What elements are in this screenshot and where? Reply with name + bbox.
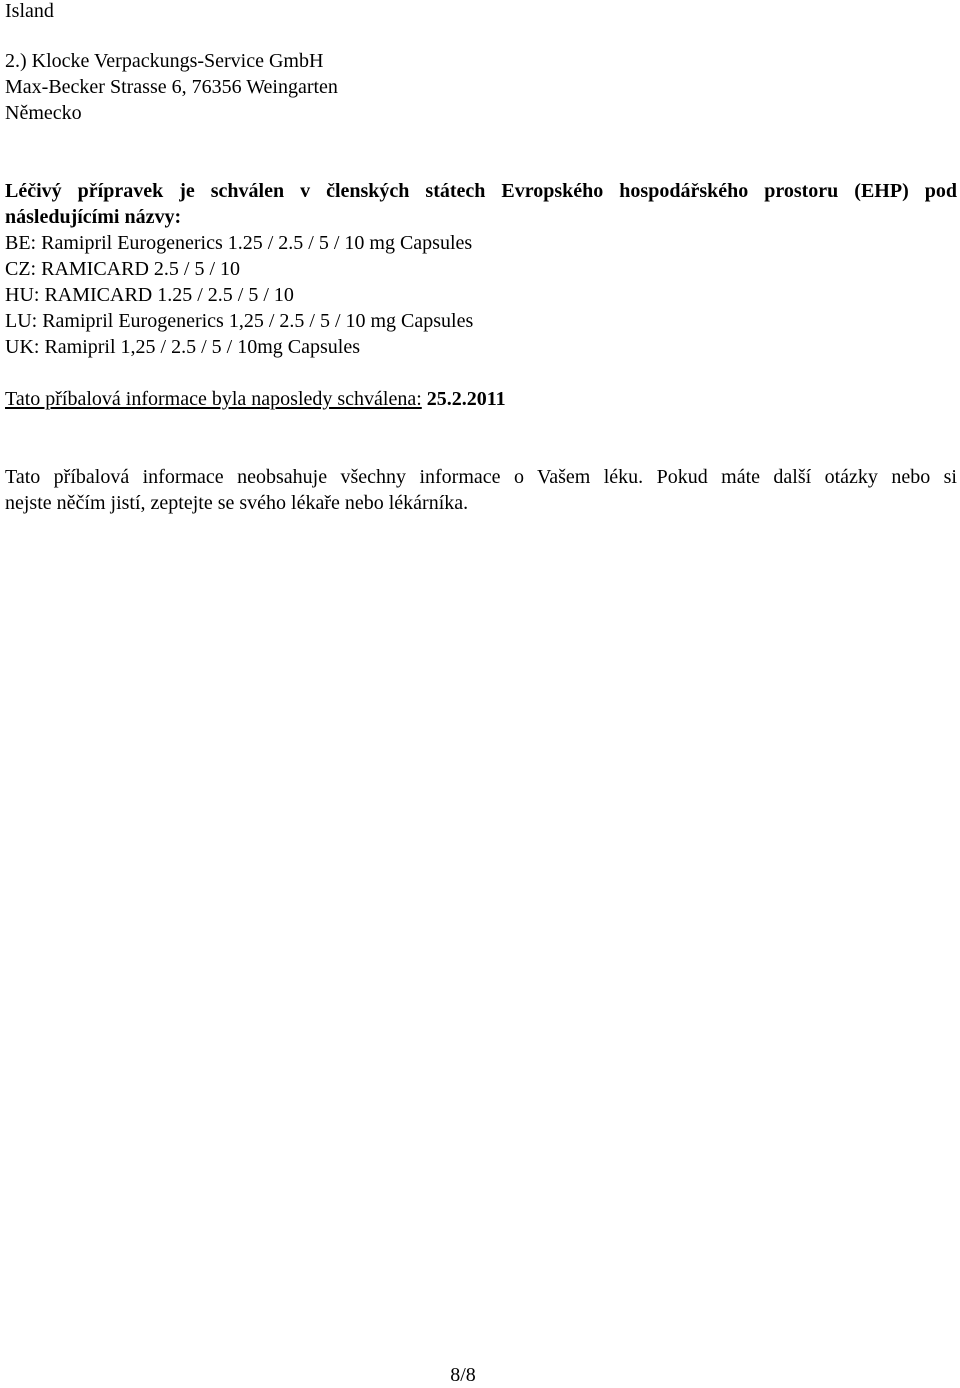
approval-label: Tato příbalová informace byla naposledy schválena: <box>5 388 422 410</box>
country-previous: Island <box>5 0 54 22</box>
page-number: 8/8 <box>450 1364 476 1386</box>
ehp-name-cz: CZ: RAMICARD 2.5 / 5 / 10 <box>5 258 241 280</box>
ehp-name-hu: HU: RAMICARD 1.25 / 2.5 / 5 / 10 <box>5 284 294 306</box>
notice-line2: nejste něčím jistí, zeptejte se svého lékaře nebo lékárníka. <box>5 492 469 514</box>
approval-line <box>5 386 506 412</box>
company-street: Max-Becker Strasse 6, 76356 Weingarten <box>5 76 338 98</box>
ehp-heading-line2: následujícími názvy: <box>5 206 182 228</box>
company-name: 2.) Klocke Verpackungs-Service GmbH <box>5 50 324 72</box>
approval-date: 25.2.2011 <box>426 388 506 410</box>
notice-line1: Tato příbalová informace neobsahuje všechny informace o Vašem léku. Pokud máte další otázky nebo si <box>5 466 957 488</box>
company-country: Německo <box>5 102 82 124</box>
ehp-name-lu: LU: Ramipril Eurogenerics 1,25 / 2.5 / 5 / 10 mg Capsules <box>5 310 474 332</box>
ehp-name-be: BE: Ramipril Eurogenerics 1.25 / 2.5 / 5 / 10 mg Capsules <box>5 232 473 254</box>
ehp-name-uk: UK: Ramipril 1,25 / 2.5 / 5 / 10mg Capsules <box>5 336 360 358</box>
ehp-heading-line1: Léčivý přípravek je schválen v členských státech Evropského hospodářského prostoru (EHP) pod <box>5 180 957 202</box>
